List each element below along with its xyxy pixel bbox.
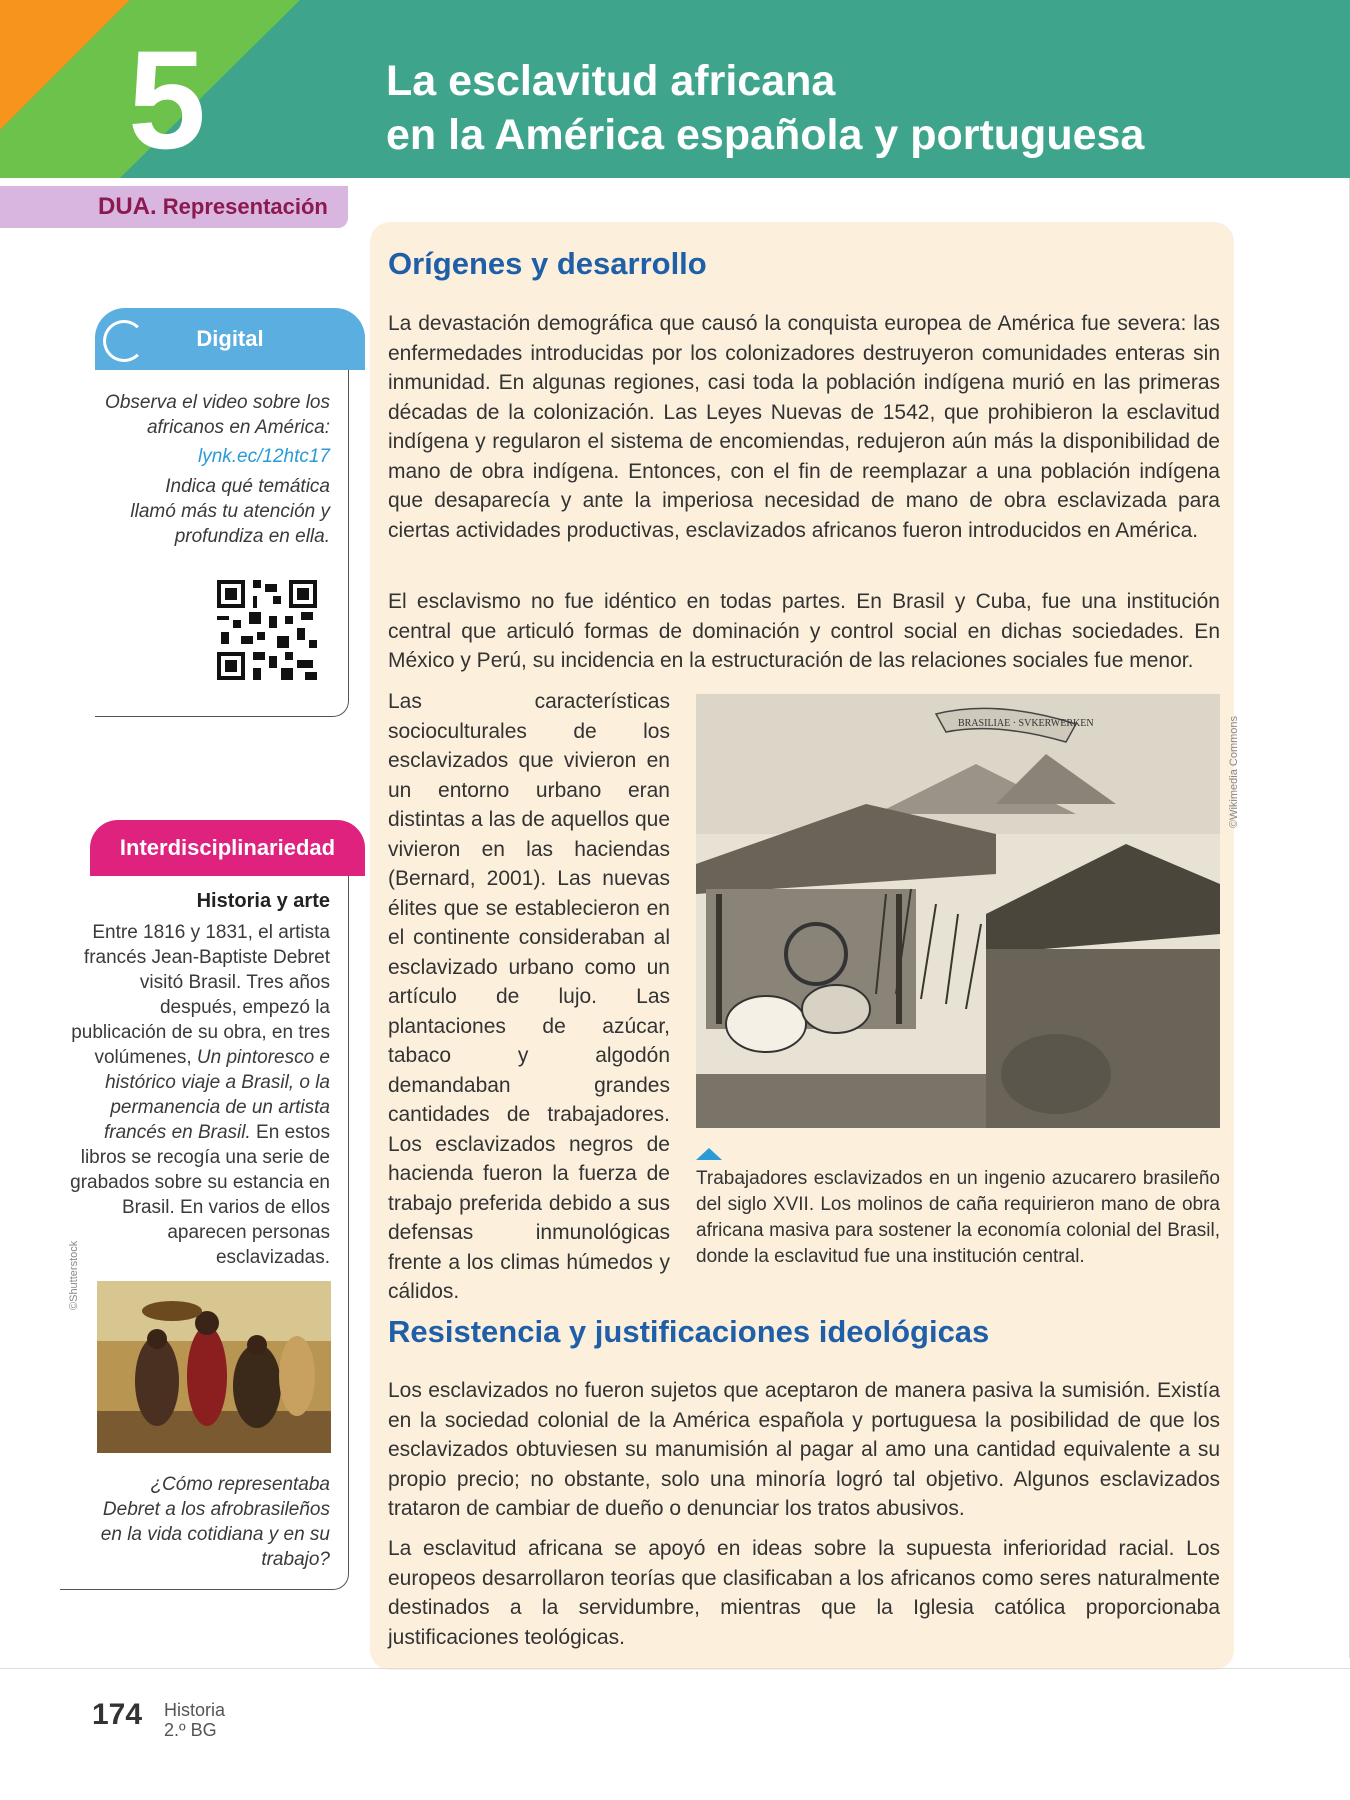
image-credit-shutterstock: ©Shutterstock	[68, 1240, 80, 1310]
title-line-2: en la América española y portuguesa	[386, 111, 1145, 159]
subject-name: Historia	[164, 1700, 226, 1720]
body-text-b: En estos libros se recogía una serie de grabados sobre su estancia en Brasil. En varios de ellos aparecen personas esclavizadas.	[70, 1122, 330, 1268]
dua-type: Representación	[162, 194, 328, 219]
paragraph-2: El esclavismo no fue idéntico en todas partes. En Brasil y Cuba, fue una institución central que articuló formas de dominación y control social en dichas sociedades. En México y Perú, su incidencia en la estructuración de las relaciones sociales fue menor.	[388, 590, 1220, 672]
page-number: 174	[92, 1698, 143, 1731]
page-title	[386, 54, 1144, 162]
chapter-number: 5	[128, 21, 206, 178]
interdisciplinary-tab	[90, 820, 365, 876]
section-title-origins: Orígenes y desarrollo	[388, 246, 707, 281]
book-title: Un pintoresco e histórico viaje a Brasil, o la permanencia de un artista francés en Brasil.	[103, 1047, 330, 1143]
image-credit-wikimedia: ©Wikimedia Commons	[1228, 715, 1240, 828]
body-text-a: Entre 1816 y 1831, el artista francés Jean-Baptiste Debret visitó Brasil. Tres años después, empezó la publicación de su obra, en tres volúmenes,	[71, 922, 330, 1068]
interdisciplinary-box	[60, 876, 349, 1590]
qr-code-icon[interactable]	[217, 580, 317, 680]
footer-subject	[164, 1700, 225, 1740]
digital-tab	[95, 308, 365, 370]
digital-tab-label: Digital	[196, 326, 264, 351]
interdisciplinary-question: ¿Cómo representaba Debret a los afrobrasileños en la vida cotidiana y en su trabajo?	[100, 1474, 330, 1570]
interdisciplinary-tab-label: Interdisciplinariedad	[119, 835, 336, 860]
dua-label	[98, 193, 328, 221]
digital-link[interactable]: lynk.ec/12htc17	[197, 446, 330, 467]
section-title-resistance: Resistencia y justificaciones ideológicas	[388, 1314, 990, 1349]
engraving-banner-text: BRASILIAE · SVKERWERKEN	[958, 718, 1094, 729]
debret-painting-image	[97, 1281, 331, 1453]
interdisciplinary-subheading: Historia y arte	[196, 890, 330, 912]
paragraph-1: La devastación demográfica que causó la conquista europea de América fue severa: las enfermedades introducidas por los colonizadores destruyeron comunidades enteras sin inmunidad. En algunas regiones, casi toda la población indígena murió en las primeras décadas de la colonización. Las Leyes Nuevas de 1542, que prohibieron la esclavitud indígena y regularon el sistema de encomiendas, redujeron aún más la disponibilidad de mano de obra indígena. Entonces, con el fin de reemplazar a una población indígena que desaparecía y ante la imperiosa necesidad de mano de obra esclavizada para ciertas actividades productivas, esclavizados africanos fueron introducidos en América.	[388, 312, 1220, 542]
interdisciplinary-body	[70, 920, 330, 1270]
paragraph-4: Los esclavizados no fueron sujetos que aceptaron de manera pasiva la sumisión. Existía en la sociedad colonial de la América española y portuguesa la posibilidad de que los esclavizados obtuviesen su manumisión al pagar al amo una cantidad equivalente a su propio precio; no obstante, solo una minoría logró tal objetivo. Algunos esclavizados trataron de cambiar de dueño o denunciar los tratos abusivos.	[388, 1379, 1220, 1520]
caption-marker-icon	[696, 1148, 722, 1160]
dua-badge	[0, 186, 348, 228]
grade-level: 2.º BG	[164, 1720, 217, 1740]
digital-instruction: Observa el video sobre los africanos en América:	[105, 392, 330, 438]
footer-divider	[0, 1668, 1350, 1669]
dua-bold: DUA.	[98, 193, 157, 220]
paragraph-5: La esclavitud africana se apoyó en ideas sobre la supuesta inferioridad racial. Los europeos desarrollaron teorías que clasificaban a los africanos como seres naturalmente destinados a la servidumbre, mientras que la Iglesia católica proporcionaba justificaciones teológicas.	[388, 1537, 1220, 1649]
paragraph-3: Las características socioculturales de los esclavizados que vivieron en un entorno urbano eran distintas a las de aquellos que vivieron en las haciendas (Bernard, 2001). Las nuevas élites que se establecieron en el continente consideraban al esclavizado urbano como un artículo de lujo. Las plantaciones de azúcar, tabaco y algodón demandaban grandes cantidades de trabajadores. Los esclavizados negros de hacienda fueron la fuerza de trabajo preferida debido a sus defensas inmunológicas frente a los climas húmedos y cálidos.	[388, 690, 670, 1303]
image-caption: Trabajadores esclavizados en un ingenio azucarero brasileño del siglo XVII. Los molinos de caña requirieron mano de obra africana masiva para sostener la economía colonial del Brasil, donde la esclavitud fue una institución central.	[696, 1168, 1220, 1267]
sugar-mill-engraving-image	[696, 694, 1220, 1128]
title-line-1: La esclavitud africana	[386, 57, 836, 105]
digital-task: Indica qué temática llamó más tu atención y profundiza en ella.	[130, 476, 330, 547]
